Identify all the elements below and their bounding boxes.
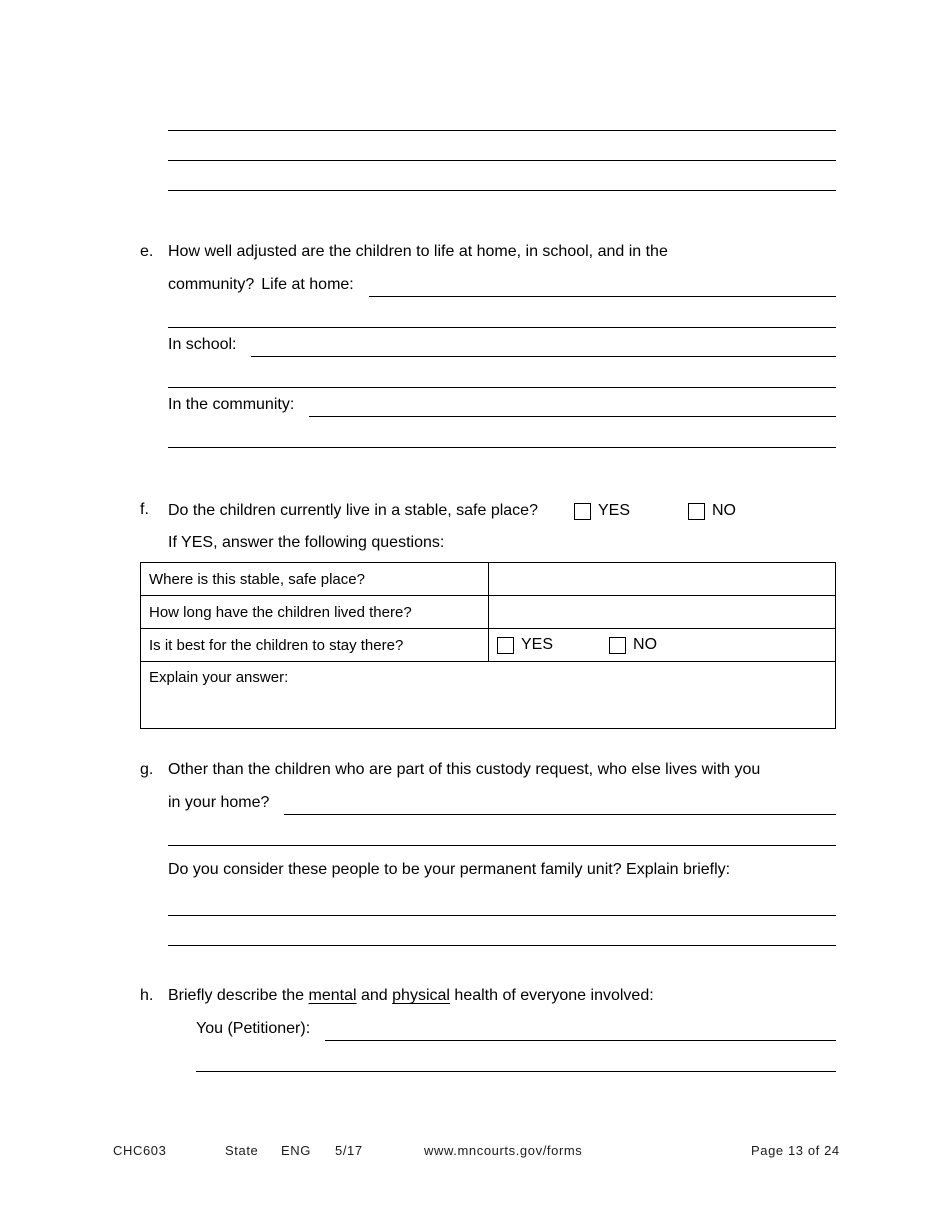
in-school-row — [168, 328, 836, 362]
item-letter: f. — [140, 501, 149, 518]
footer-state: State — [225, 1143, 259, 1158]
yes-option[interactable] — [497, 636, 553, 654]
yes-label: YES — [521, 636, 554, 653]
form-item-g — [140, 754, 836, 946]
in-school-label: In school: — [168, 336, 237, 353]
footer-language: ENG — [281, 1143, 311, 1158]
if-yes-instruction: If YES, answer the following questions: — [168, 534, 445, 551]
write-in-line[interactable] — [168, 302, 836, 328]
item-letter: h. — [140, 987, 154, 1004]
question-e-text-wrap: community? — [168, 276, 255, 293]
question-f-text: Do the children currently live in a stable, safe place? — [168, 502, 538, 519]
yes-checkbox[interactable] — [574, 503, 591, 520]
no-checkbox[interactable] — [688, 503, 705, 520]
no-label: NO — [633, 636, 658, 653]
in-community-label: In the community: — [168, 396, 295, 413]
life-at-home-label: Life at home: — [261, 276, 354, 293]
answer-cell — [489, 629, 835, 661]
write-in-line[interactable] — [168, 161, 836, 191]
write-in-line[interactable] — [369, 268, 836, 297]
form-item-h — [140, 980, 836, 1072]
write-in-line[interactable] — [168, 422, 836, 448]
write-in-line[interactable] — [168, 820, 836, 846]
question-h-text — [168, 980, 836, 1012]
form-item-e — [140, 236, 836, 448]
table-row — [141, 662, 835, 728]
question-cell: Where is this stable, safe place? — [141, 563, 489, 595]
in-your-home-row — [168, 786, 836, 820]
no-option[interactable] — [609, 636, 657, 654]
question-cell: How long have the children lived there? — [141, 596, 489, 628]
petitioner-row — [196, 1012, 836, 1046]
write-in-line[interactable] — [325, 1012, 836, 1041]
stable-place-question-row — [168, 494, 836, 528]
question-g-text-wrap: in your home? — [168, 794, 270, 811]
write-in-line[interactable] — [168, 101, 836, 131]
yes-label: YES — [597, 502, 630, 519]
question-e-text: How well adjusted are the children to life at home, in school, and in the — [168, 243, 668, 260]
mental-word: mental — [308, 987, 357, 1004]
yes-checkbox[interactable] — [497, 637, 514, 654]
no-option[interactable] — [688, 502, 736, 520]
answer-cell[interactable] — [489, 596, 835, 628]
footer-form-number: CHC603 — [113, 1143, 167, 1158]
write-in-line[interactable] — [309, 388, 836, 417]
question-g-text: Other than the children who are part of this custody request, who else lives with you — [168, 761, 761, 778]
question-cell: Is it best for the children to stay there? — [141, 629, 489, 661]
form-item-f — [140, 494, 836, 729]
stable-place-table — [140, 562, 836, 729]
question-h-connector: and — [361, 987, 388, 1004]
answer-cell[interactable] — [489, 563, 835, 595]
write-in-line[interactable] — [168, 916, 836, 946]
write-in-line[interactable] — [168, 362, 836, 388]
item-letter: e. — [140, 243, 154, 260]
in-community-row — [168, 388, 836, 422]
footer-page-number: Page 13 of 24 — [751, 1143, 840, 1158]
table-row — [141, 563, 835, 596]
no-checkbox[interactable] — [609, 637, 626, 654]
explain-answer-cell[interactable]: Explain your answer: — [149, 669, 289, 686]
footer-revision: 5/17 — [335, 1143, 363, 1158]
continuation-lines — [168, 101, 836, 191]
write-in-line[interactable] — [284, 786, 836, 815]
question-h-prefix: Briefly describe the — [168, 987, 305, 1004]
footer-url: www.mncourts.gov/forms — [424, 1143, 583, 1158]
table-row — [141, 629, 835, 662]
yes-option[interactable] — [574, 502, 630, 520]
question-h-suffix: health of everyone involved: — [454, 987, 654, 1004]
petitioner-label: You (Petitioner): — [196, 1020, 311, 1037]
write-in-line[interactable] — [196, 1046, 836, 1072]
item-letter: g. — [140, 761, 154, 778]
table-row — [141, 596, 835, 629]
no-label: NO — [712, 502, 736, 519]
write-in-line[interactable] — [251, 328, 836, 357]
write-in-line[interactable] — [168, 886, 836, 916]
physical-word: physical — [392, 987, 450, 1004]
life-at-home-row — [168, 268, 836, 302]
write-in-line[interactable] — [168, 131, 836, 161]
question-g2-text: Do you consider these people to be your permanent family unit? Explain briefly: — [168, 861, 731, 878]
